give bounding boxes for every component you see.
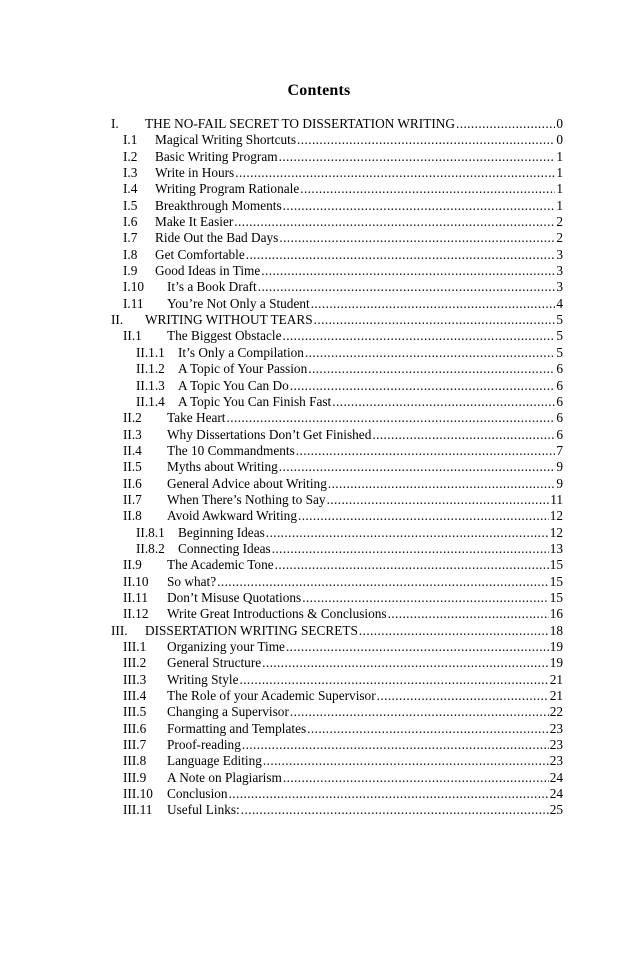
entry-page-number: 7 bbox=[556, 442, 563, 458]
entry-label: Writing Program Rationale bbox=[155, 181, 300, 197]
dot-leader bbox=[388, 606, 549, 622]
entry-page-number: 4 bbox=[556, 295, 563, 311]
entry-number: II.11 bbox=[123, 589, 148, 605]
entry-number: II.12 bbox=[123, 606, 149, 622]
entry-page-number: 15 bbox=[549, 573, 563, 589]
entry-label: It’s a Book Draft bbox=[167, 279, 257, 295]
toc-entry-section[interactable] bbox=[111, 590, 563, 606]
entry-label: When There’s Nothing to Say bbox=[167, 491, 326, 507]
entry-page-number: 25 bbox=[549, 802, 563, 818]
entry-label: Why Dissertations Don’t Get Finished bbox=[167, 426, 372, 442]
entry-label: You’re Not Only a Student bbox=[167, 295, 310, 311]
entry-label: Writing Style bbox=[167, 671, 239, 687]
entry-label: Myths about Writing bbox=[167, 459, 278, 475]
entry-number: II.5 bbox=[123, 459, 142, 475]
entry-page-number: 12 bbox=[549, 508, 563, 524]
entry-number: III.10 bbox=[123, 786, 153, 802]
toc-entry-section[interactable] bbox=[111, 230, 563, 246]
toc-entry-subsection[interactable] bbox=[111, 378, 563, 394]
entry-number: III.11 bbox=[123, 802, 153, 818]
page-title: Contents bbox=[287, 82, 351, 99]
toc-entry-section[interactable] bbox=[111, 574, 563, 590]
entry-label: Get Comfortable bbox=[155, 246, 245, 262]
toc-entry-section[interactable] bbox=[111, 721, 563, 737]
dot-leader bbox=[242, 737, 549, 753]
entry-label: Organizing your Time bbox=[167, 639, 285, 654]
entry-label: General Structure bbox=[167, 655, 262, 671]
toc-entry-section[interactable] bbox=[111, 198, 563, 214]
entry-label: Beginning Ideas bbox=[178, 524, 265, 540]
toc-entry-section[interactable] bbox=[111, 181, 563, 197]
entry-page-number: 6 bbox=[556, 426, 563, 442]
dot-leader bbox=[300, 181, 555, 197]
dot-leader bbox=[229, 786, 549, 802]
dot-leader bbox=[261, 263, 555, 279]
toc-entry-subsection[interactable] bbox=[111, 394, 563, 410]
dot-leader bbox=[290, 704, 549, 720]
dot-leader bbox=[279, 459, 556, 475]
toc-entry-section[interactable] bbox=[111, 459, 563, 475]
entry-number: II.9 bbox=[123, 557, 142, 573]
entry-page-number: 6 bbox=[556, 410, 563, 426]
dot-leader bbox=[217, 574, 549, 590]
entry-number: I.6 bbox=[123, 214, 138, 230]
toc-entry-section[interactable] bbox=[111, 410, 563, 426]
entry-label: The Biggest Obstacle bbox=[167, 328, 282, 344]
entry-page-number: 5 bbox=[556, 312, 563, 328]
dot-leader bbox=[239, 672, 548, 688]
entry-number: II.6 bbox=[123, 475, 142, 491]
entry-page-number: 0 bbox=[556, 116, 563, 131]
entry-label: It’s Only a Compilation bbox=[178, 344, 304, 360]
toc-entry-section[interactable] bbox=[111, 508, 563, 524]
entry-number: III.4 bbox=[123, 688, 147, 704]
toc-entry-section[interactable] bbox=[111, 557, 563, 573]
dot-leader bbox=[235, 165, 555, 181]
entry-number: III.3 bbox=[123, 671, 147, 687]
entry-page-number: 5 bbox=[556, 328, 563, 344]
entry-number: III.9 bbox=[123, 769, 147, 785]
toc-entry-section[interactable] bbox=[111, 688, 563, 704]
entry-number: III.2 bbox=[123, 655, 147, 671]
entry-page-number: 1 bbox=[556, 148, 563, 164]
dot-leader bbox=[282, 328, 555, 344]
toc-entry-subsection[interactable] bbox=[111, 361, 563, 377]
dot-leader bbox=[456, 116, 555, 132]
entry-label: Basic Writing Program bbox=[155, 148, 278, 164]
toc-entry-subsection[interactable] bbox=[111, 345, 563, 361]
entry-label: Language Editing bbox=[167, 753, 262, 769]
dot-leader bbox=[327, 492, 550, 508]
entry-page-number: 22 bbox=[549, 704, 563, 720]
entry-number: II.1.3 bbox=[136, 377, 165, 393]
entry-label: Ride Out the Bad Days bbox=[155, 230, 279, 246]
entry-page-number: 2 bbox=[556, 214, 563, 230]
entry-number: I.1 bbox=[123, 132, 138, 148]
entry-label: So what? bbox=[167, 573, 217, 589]
entry-label: Breakthrough Moments bbox=[155, 197, 282, 213]
entry-label: Avoid Awkward Writing bbox=[167, 508, 297, 524]
dot-leader bbox=[258, 279, 556, 295]
toc-entry-section[interactable] bbox=[111, 737, 563, 753]
dot-leader bbox=[290, 378, 556, 394]
toc-entry-section[interactable] bbox=[111, 672, 563, 688]
entry-number: II.10 bbox=[123, 573, 149, 589]
toc-entry-section[interactable] bbox=[111, 427, 563, 443]
toc-entry-section[interactable] bbox=[111, 802, 563, 818]
entry-label: The Role of your Academic Supervisor bbox=[167, 688, 376, 704]
dot-leader bbox=[283, 770, 549, 786]
dot-leader bbox=[275, 557, 549, 573]
dot-leader bbox=[298, 508, 549, 524]
entry-number: I.9 bbox=[123, 263, 138, 279]
entry-label: A Topic You Can Do bbox=[178, 377, 289, 393]
entry-label: Connecting Ideas bbox=[178, 540, 271, 556]
dot-leader bbox=[262, 655, 549, 671]
entry-number: III.5 bbox=[123, 704, 147, 720]
dot-leader bbox=[266, 525, 549, 541]
entry-page-number: 16 bbox=[549, 606, 563, 622]
toc-entry-section[interactable] bbox=[111, 149, 563, 165]
entry-number: I.3 bbox=[123, 165, 138, 181]
entry-label: DISSERTATION WRITING SECRETS bbox=[145, 622, 358, 638]
dot-leader bbox=[286, 639, 549, 655]
dot-leader bbox=[279, 149, 556, 165]
dot-leader bbox=[272, 541, 549, 557]
dot-leader bbox=[241, 802, 549, 818]
toc-entry-section[interactable] bbox=[111, 606, 563, 622]
toc-entry-section[interactable] bbox=[111, 655, 563, 671]
entry-number: II.1.1 bbox=[136, 344, 165, 360]
entry-number: I.8 bbox=[123, 246, 138, 262]
toc-entry-section[interactable] bbox=[111, 753, 563, 769]
dot-leader bbox=[372, 427, 555, 443]
entry-label: Useful Links: bbox=[167, 802, 240, 818]
entry-page-number: 19 bbox=[549, 639, 563, 654]
entry-label: Take Heart bbox=[167, 410, 226, 426]
entry-number: II.1.2 bbox=[136, 361, 165, 377]
entry-label: General Advice about Writing bbox=[167, 475, 327, 491]
entry-label: Proof-reading bbox=[167, 737, 241, 753]
entry-label: Good Ideas in Time bbox=[155, 263, 261, 279]
entry-page-number: 21 bbox=[549, 671, 563, 687]
entry-label: Don’t Misuse Quotations bbox=[167, 589, 302, 605]
entry-page-number: 3 bbox=[556, 263, 563, 279]
dot-leader bbox=[279, 230, 555, 246]
toc-entry-section[interactable] bbox=[111, 263, 563, 279]
dot-leader bbox=[308, 361, 555, 377]
entry-label: A Note on Plagiarism bbox=[167, 769, 282, 785]
entry-number: I.10 bbox=[123, 279, 145, 295]
entry-label: The 10 Commandments bbox=[167, 442, 295, 458]
toc-entry-section[interactable] bbox=[111, 328, 563, 344]
entry-page-number: 1 bbox=[556, 197, 563, 213]
entry-page-number: 19 bbox=[549, 655, 563, 671]
entry-number: I.7 bbox=[123, 230, 138, 246]
dot-leader bbox=[305, 345, 555, 361]
toc-entry-section[interactable] bbox=[111, 476, 563, 492]
entry-number: II.3 bbox=[123, 426, 142, 442]
toc-entry-section[interactable] bbox=[111, 214, 563, 230]
entry-label: Changing a Supervisor bbox=[167, 704, 289, 720]
entry-number: III.7 bbox=[123, 737, 147, 753]
entry-number: III.6 bbox=[123, 720, 147, 736]
entry-page-number: 23 bbox=[549, 720, 563, 736]
entry-page-number: 3 bbox=[556, 279, 563, 295]
entry-label: A Topic You Can Finish Fast bbox=[178, 393, 332, 409]
entry-page-number: 18 bbox=[549, 622, 563, 638]
toc-entry-section[interactable] bbox=[111, 279, 563, 295]
entry-label: The Academic Tone bbox=[167, 557, 274, 573]
entry-page-number: 0 bbox=[556, 132, 563, 148]
dot-leader bbox=[283, 198, 556, 214]
entry-label: Make It Easier bbox=[155, 214, 234, 230]
entry-number: II.1.4 bbox=[136, 393, 165, 409]
entry-number: II. bbox=[111, 312, 124, 328]
dot-leader bbox=[302, 590, 549, 606]
entry-label: A Topic of Your Passion bbox=[178, 361, 308, 377]
entry-page-number: 6 bbox=[556, 361, 563, 377]
toc-entry-chapter[interactable] bbox=[111, 623, 563, 639]
entry-number: II.1 bbox=[123, 328, 142, 344]
entry-page-number: 3 bbox=[556, 246, 563, 262]
entry-number: I.4 bbox=[123, 181, 138, 197]
entry-page-number: 15 bbox=[549, 557, 563, 573]
entry-label: Formatting and Templates bbox=[167, 720, 307, 736]
entry-page-number: 24 bbox=[549, 786, 563, 802]
dot-leader bbox=[377, 688, 549, 704]
dot-leader bbox=[332, 394, 555, 410]
entry-number: III.8 bbox=[123, 753, 147, 769]
toc-entry-chapter[interactable] bbox=[111, 116, 563, 132]
toc-entry-section[interactable] bbox=[111, 247, 563, 263]
entry-label: Conclusion bbox=[167, 786, 228, 802]
entry-number: II.8 bbox=[123, 508, 142, 524]
dot-leader bbox=[263, 753, 549, 769]
dot-leader bbox=[246, 247, 556, 263]
entry-number: II.2 bbox=[123, 410, 142, 426]
entry-page-number: 9 bbox=[556, 459, 563, 475]
entry-page-number: 23 bbox=[549, 737, 563, 753]
entry-page-number: 5 bbox=[556, 344, 563, 360]
dot-leader bbox=[234, 214, 555, 230]
toc-entry-chapter[interactable] bbox=[111, 312, 563, 328]
dot-leader bbox=[314, 312, 556, 328]
entry-label: Magical Writing Shortcuts bbox=[155, 132, 297, 148]
entry-number: I. bbox=[111, 116, 119, 131]
entry-label: Write Great Introductions & Conclusions bbox=[167, 606, 387, 622]
entry-page-number: 1 bbox=[556, 165, 563, 181]
entry-page-number: 6 bbox=[556, 393, 563, 409]
toc-entry-section[interactable] bbox=[111, 639, 563, 655]
entry-number: II.8.1 bbox=[136, 524, 165, 540]
entry-label: THE NO-FAIL SECRET TO DISSERTATION WRITING bbox=[145, 116, 455, 131]
table-of-contents bbox=[111, 116, 563, 819]
toc-entry-subsection[interactable] bbox=[111, 525, 563, 541]
entry-number: III.1 bbox=[123, 639, 147, 654]
toc-entry-section[interactable] bbox=[111, 704, 563, 720]
toc-entry-subsection[interactable] bbox=[111, 541, 563, 557]
entry-page-number: 15 bbox=[549, 589, 563, 605]
entry-page-number: 23 bbox=[549, 753, 563, 769]
dot-leader bbox=[297, 132, 555, 148]
toc-entry-section[interactable] bbox=[111, 492, 563, 508]
toc-entry-section[interactable] bbox=[111, 296, 563, 312]
entry-page-number: 6 bbox=[556, 377, 563, 393]
toc-entry-section[interactable] bbox=[111, 770, 563, 786]
entry-page-number: 24 bbox=[549, 769, 563, 785]
entry-page-number: 2 bbox=[556, 230, 563, 246]
entry-number: I.2 bbox=[123, 148, 138, 164]
entry-page-number: 21 bbox=[549, 688, 563, 704]
entry-label: WRITING WITHOUT TEARS bbox=[145, 312, 313, 328]
dot-leader bbox=[296, 443, 556, 459]
dot-leader bbox=[227, 410, 556, 426]
entry-number: II.4 bbox=[123, 442, 142, 458]
entry-page-number: 9 bbox=[556, 475, 563, 491]
dot-leader bbox=[328, 476, 556, 492]
entry-label: Write in Hours bbox=[155, 165, 235, 181]
dot-leader bbox=[307, 721, 549, 737]
toc-entry-section[interactable] bbox=[111, 443, 563, 459]
entry-page-number: 1 bbox=[556, 181, 563, 197]
toc-entry-section[interactable] bbox=[111, 786, 563, 802]
entry-page-number: 11 bbox=[550, 491, 563, 507]
entry-page-number: 12 bbox=[549, 524, 563, 540]
entry-page-number: 13 bbox=[549, 540, 563, 556]
dot-leader bbox=[359, 623, 549, 639]
dot-leader bbox=[311, 296, 556, 312]
entry-number: II.7 bbox=[123, 491, 142, 507]
entry-number: III. bbox=[111, 622, 128, 638]
entry-number: I.11 bbox=[123, 295, 144, 311]
toc-entry-section[interactable] bbox=[111, 165, 563, 181]
entry-number: II.8.2 bbox=[136, 540, 165, 556]
entry-number: I.5 bbox=[123, 197, 138, 213]
toc-entry-section[interactable] bbox=[111, 132, 563, 148]
